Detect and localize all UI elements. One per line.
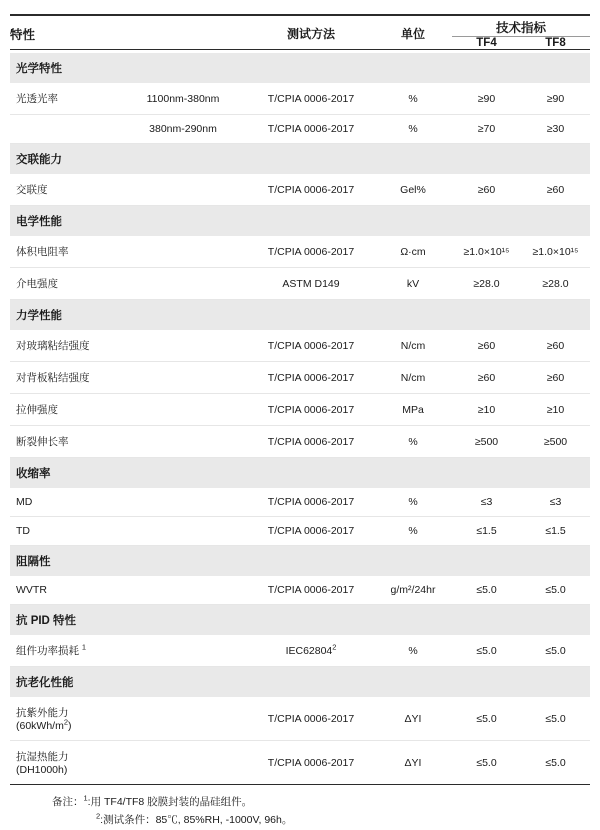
table-row [10,174,590,206]
cell-unit: Ω·cm [374,236,452,268]
cell-property: MD [10,488,118,517]
cell-method: T/CPIA 0006-2017 [248,488,374,517]
cell-condition: 380nm-290nm [118,115,248,144]
column-header-property: 特性 [10,27,36,42]
cell-unit: % [374,517,452,546]
cell-method: T/CPIA 0006-2017 [248,576,374,605]
cell-property: 交联度 [10,174,118,206]
cell-tf4: ≥60 [452,330,521,362]
cell-method: T/CPIA 0006-2017 [267,756,355,769]
cell-tf8: ≤5.0 [521,697,590,741]
cell-unit: N/cm [374,330,452,362]
column-header-unit: 单位 [400,27,425,41]
cell-tf8: ≤1.5 [521,517,590,546]
cell-property: 光透光率 [10,83,118,115]
specification-table [10,14,590,787]
column-header-tech-index: 技术指标 [452,18,590,37]
cell-condition [118,635,248,667]
cell-method: T/CPIA 0006-2017 [248,83,374,115]
cell-method: T/CPIA 0006-2017 [248,394,374,426]
section-title: 交联能力 [10,144,590,175]
table-header [10,15,590,53]
notes-block [10,793,590,830]
table-row [10,236,590,268]
cell-tf8: ≥30 [521,115,590,144]
cell-tf4: ≤5.0 [452,576,521,605]
cell-tf8: ≤5.0 [545,756,566,769]
cell-condition [118,697,248,741]
table-row [10,83,590,115]
table-row [10,488,590,517]
cell-method: IEC62804$^2$ [248,635,374,667]
cell-tf4: ≥60 [452,362,521,394]
cell-condition [118,426,248,458]
cell-condition [118,330,248,362]
section-title: 阻隔性 [10,546,590,577]
cell-tf8: ≥90 [521,83,590,115]
section-title: 抗 PID 特性 [10,605,590,636]
cell-condition [118,517,248,546]
cell-property: 抗湿热能力(DH1000h) [16,751,69,776]
cell-unit: ΔYI [374,697,452,741]
cell-tf4: ≥70 [452,115,521,144]
cell-tf4: ≥500 [452,426,521,458]
section-title: 电学性能 [10,206,590,237]
cell-condition: 1100nm-380nm [118,83,248,115]
cell-unit: kV [374,268,452,300]
cell-unit: N/cm [374,362,452,394]
cell-unit: % [374,83,452,115]
cell-tf4: ≥28.0 [452,268,521,300]
cell-tf8: ≤3 [521,488,590,517]
note-line-1: 备注：$^1$:用 TF4/TF8 胶膜封装的晶硅组件。 [52,793,253,808]
cell-method: T/CPIA 0006-2017 [248,362,374,394]
cell-property: 体积电阻率 [10,236,118,268]
cell-unit: ΔYI [404,756,422,769]
section-header-row [10,206,590,237]
cell-tf8: ≥28.0 [521,268,590,300]
cell-property: TD [10,517,118,546]
cell-property: 断裂伸长率 [10,426,118,458]
table-row [10,576,590,605]
cell-property: 抗紫外能力$(60kWh/m^2)$ [10,697,118,741]
cell-method: T/CPIA 0006-2017 [248,236,374,268]
cell-unit: MPa [374,394,452,426]
section-title: 光学特性 [10,53,590,84]
cell-property: 组件功率损耗 $^1$ [10,635,118,667]
column-header-condition-spacer [118,18,248,50]
cell-unit: % [374,115,452,144]
table-bottom-rule [10,785,590,788]
cell-condition [118,576,248,605]
section-header-row [10,546,590,577]
table-row [10,741,590,785]
table-body [10,53,590,785]
section-header-row [10,300,590,331]
table-row [10,394,590,426]
table-footer [10,785,590,788]
cell-tf8: ≥60 [521,330,590,362]
cell-tf4: ≤3 [452,488,521,517]
cell-method: T/CPIA 0006-2017 [248,330,374,362]
cell-property: 对玻璃粘结强度 [10,330,118,362]
cell-condition [118,362,248,394]
cell-unit: % [374,635,452,667]
cell-tf8: ≥60 [521,174,590,206]
cell-condition [118,488,248,517]
cell-unit: g/m²/24hr [374,576,452,605]
cell-unit: % [374,426,452,458]
cell-condition [118,268,248,300]
cell-tf4: ≥1.0×10¹⁵ [452,236,521,268]
cell-property: 介电强度 [10,268,118,300]
cell-method: T/CPIA 0006-2017 [248,174,374,206]
cell-condition [118,741,248,785]
cell-tf8: ≤5.0 [521,635,590,667]
cell-tf4: ≤5.0 [476,756,497,769]
cell-property: 拉伸强度 [10,394,118,426]
cell-unit: Gel% [374,174,452,206]
cell-tf4: ≤5.0 [452,697,521,741]
cell-method: T/CPIA 0006-2017 [248,426,374,458]
cell-property [10,115,118,144]
table-row [10,115,590,144]
header-row-primary [10,18,590,37]
cell-tf8: ≥60 [521,362,590,394]
cell-property: 对背板粘结强度 [10,362,118,394]
cell-method: T/CPIA 0006-2017 [248,517,374,546]
section-header-row [10,605,590,636]
table-row [10,697,590,741]
cell-method: T/CPIA 0006-2017 [248,115,374,144]
cell-tf4: ≥60 [452,174,521,206]
cell-tf8: ≤5.0 [521,576,590,605]
cell-condition [118,394,248,426]
cell-condition [118,174,248,206]
column-header-method: 测试方法 [286,27,335,41]
table-row [10,635,590,667]
section-header-row [10,458,590,489]
cell-tf8: ≥500 [521,426,590,458]
column-header-tf4: TF4 [476,37,497,49]
cell-tf4: ≤5.0 [452,635,521,667]
note-line-2: $^2$:测试条件：85℃, 85%RH, -1000V, 96h。 [96,811,293,827]
table-row [10,362,590,394]
section-title: 力学性能 [10,300,590,331]
section-header-row [10,144,590,175]
table-row [10,268,590,300]
cell-tf4: ≥90 [452,83,521,115]
section-title: 收缩率 [10,458,590,489]
table-row [10,426,590,458]
section-header-row [10,53,590,84]
cell-unit: % [374,488,452,517]
table-row [10,330,590,362]
table-row [10,517,590,546]
cell-tf4: ≤1.5 [452,517,521,546]
cell-tf4: ≥10 [452,394,521,426]
cell-tf8: ≥1.0×10¹⁵ [521,236,590,268]
cell-method: T/CPIA 0006-2017 [248,697,374,741]
cell-property: WVTR [10,576,118,605]
cell-method: ASTM D149 [248,268,374,300]
section-header-row [10,667,590,698]
column-header-tf8: TF8 [545,37,566,49]
section-title: 抗老化性能 [10,667,590,698]
cell-tf8: ≥10 [521,394,590,426]
cell-condition [118,236,248,268]
